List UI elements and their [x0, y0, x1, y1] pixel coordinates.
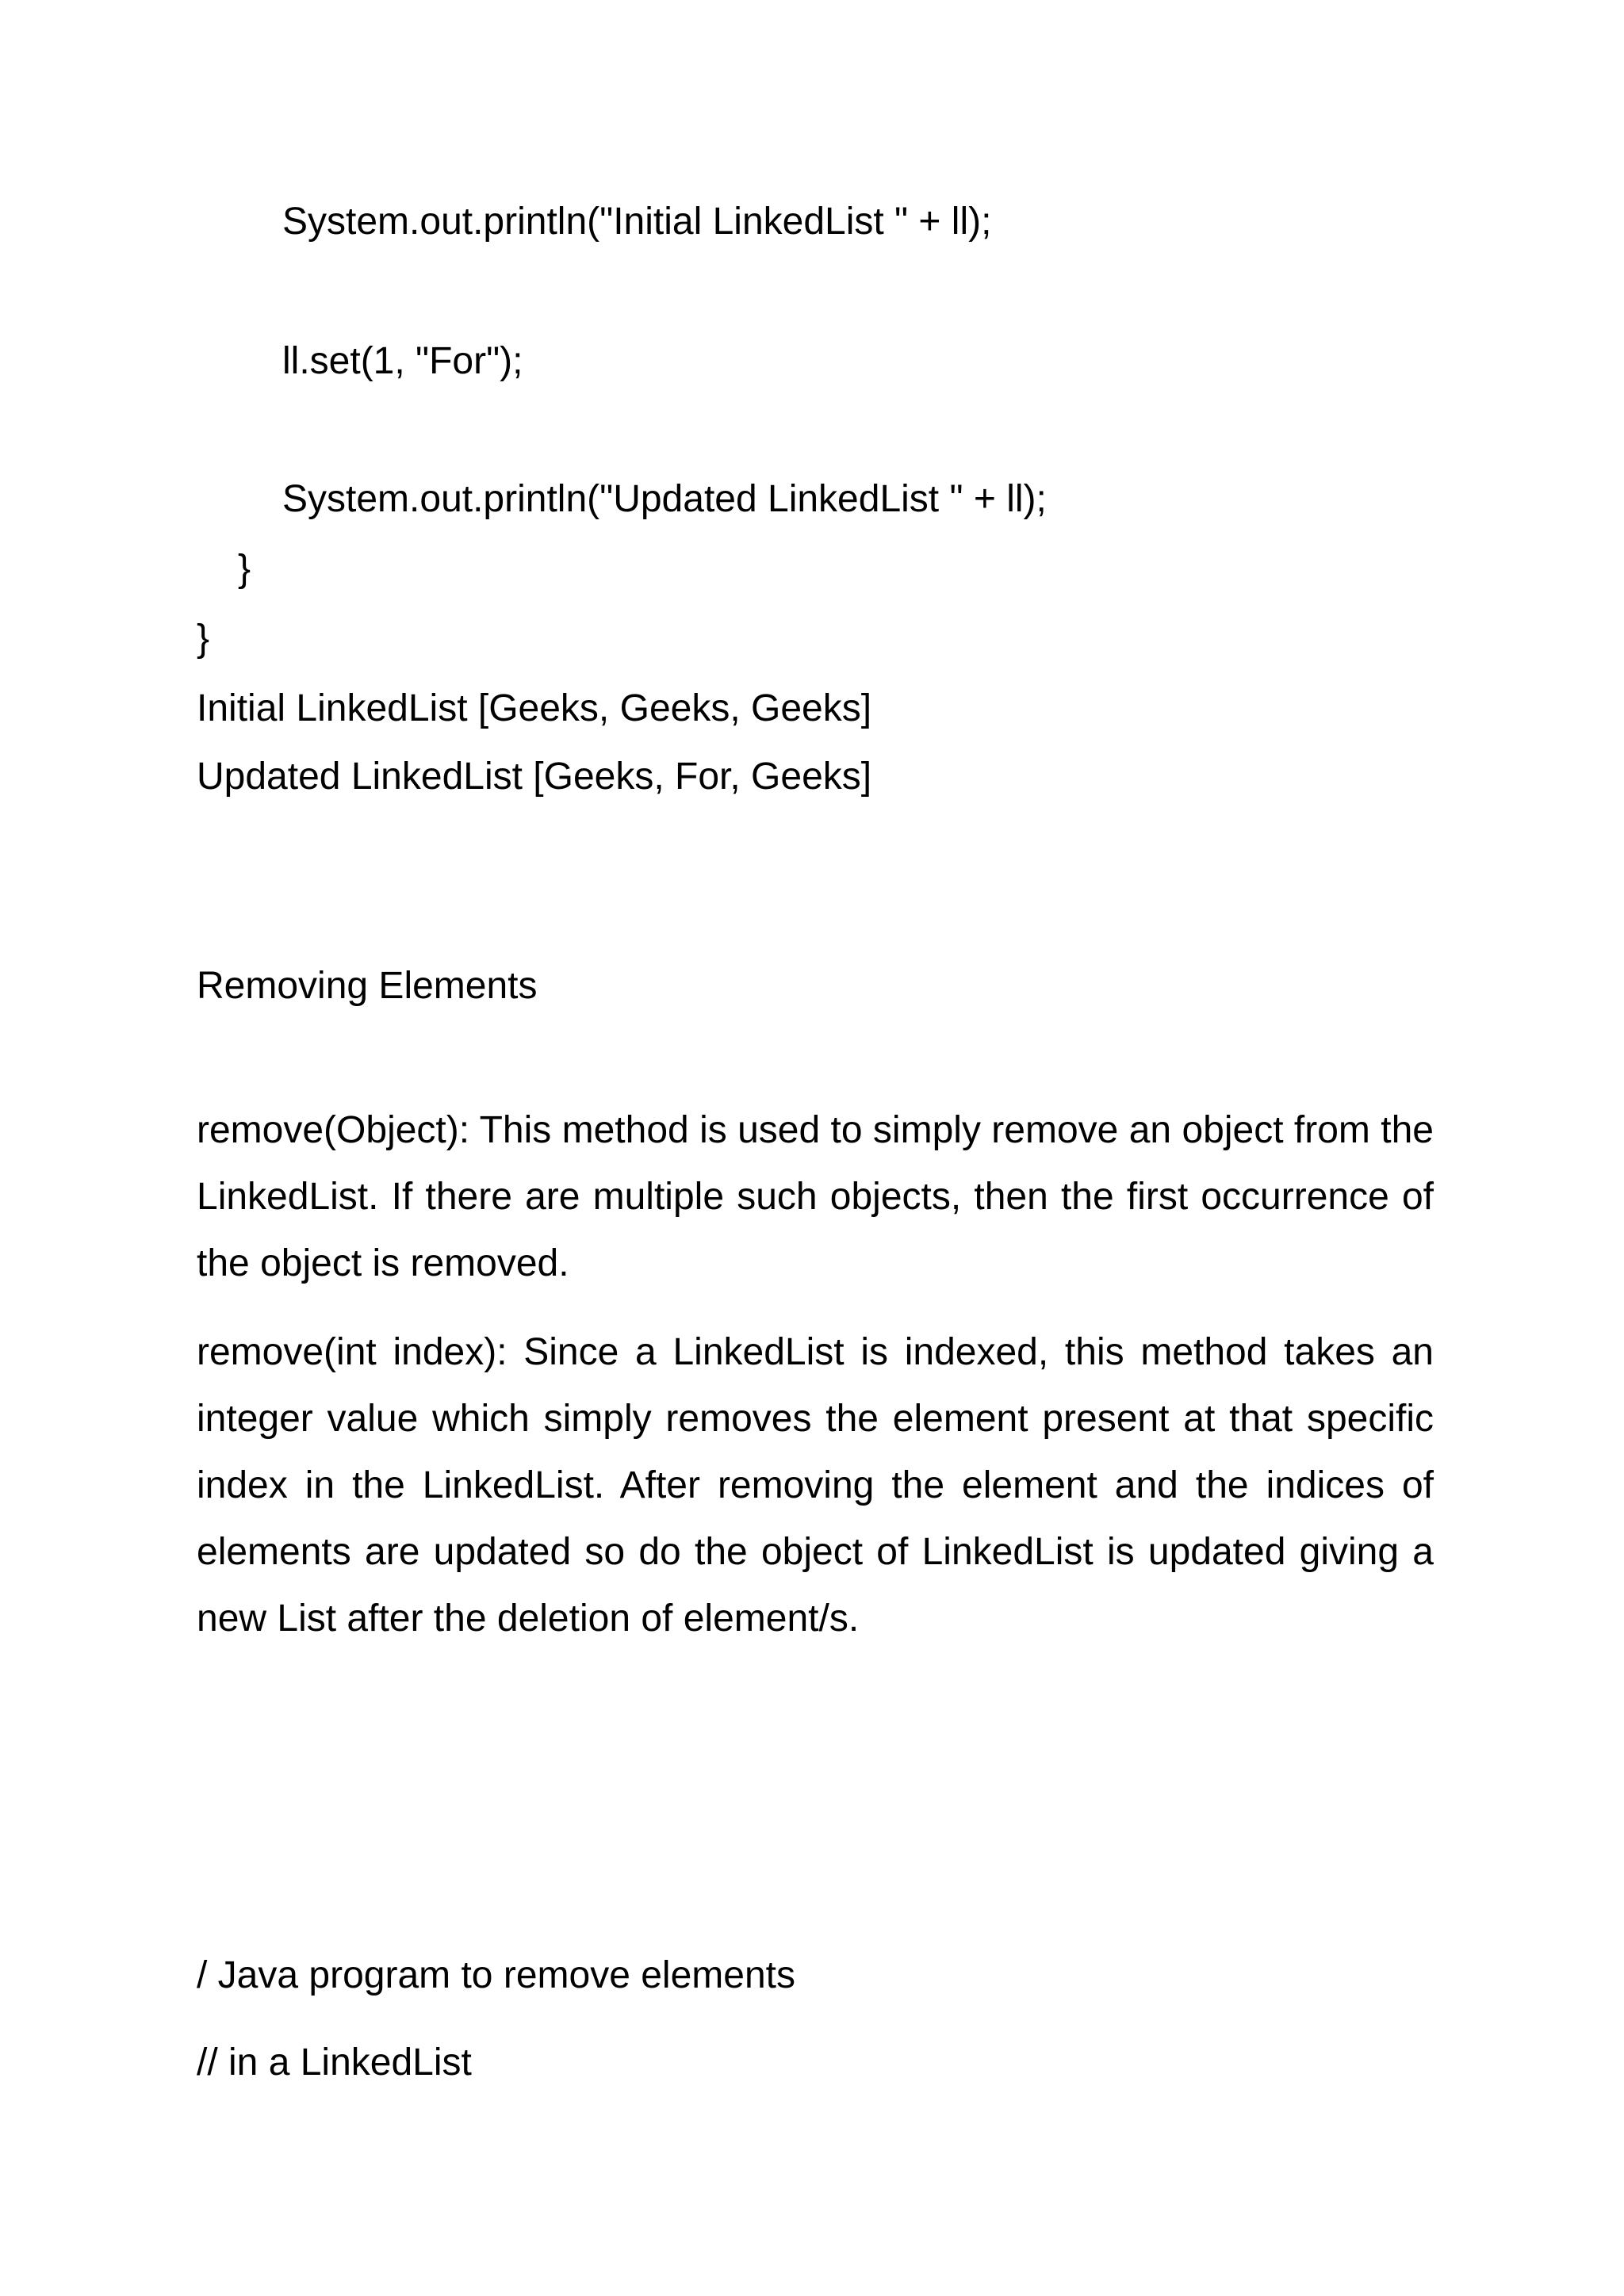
code-comment-1: / Java program to remove elements: [197, 1954, 795, 1996]
paragraph-remove-object: remove(Object): This method is used to simply remove an object from the LinkedList. If there are multiple such objects, then the first occurrence of the object is removed.: [197, 1109, 1434, 1284]
code-close-brace-inner: }: [238, 548, 251, 590]
code-close-brace-outer: }: [197, 618, 210, 660]
paragraph-remove-index: remove(int index): Since a LinkedList is indexed, this method takes an integer value which simply removes the element present at that specific index in the LinkedList. After removing the element and the indices of elements are updated so do the object of LinkedList is updated giving a new List after the deletion of element/s.: [197, 1331, 1434, 1640]
output-updated: Updated LinkedList [Geeks, For, Geeks]: [197, 756, 872, 798]
section-heading: Removing Elements: [197, 965, 538, 1007]
code-comment-2: // in a LinkedList: [197, 2042, 472, 2084]
code-line-print-updated: System.out.println("Updated LinkedList " + ll);: [282, 478, 1047, 520]
code-line-print-initial: System.out.println("Initial LinkedList " + ll);: [282, 201, 992, 243]
code-line-set: ll.set(1, "For");: [282, 340, 523, 382]
output-initial: Initial LinkedList [Geeks, Geeks, Geeks]: [197, 687, 872, 729]
